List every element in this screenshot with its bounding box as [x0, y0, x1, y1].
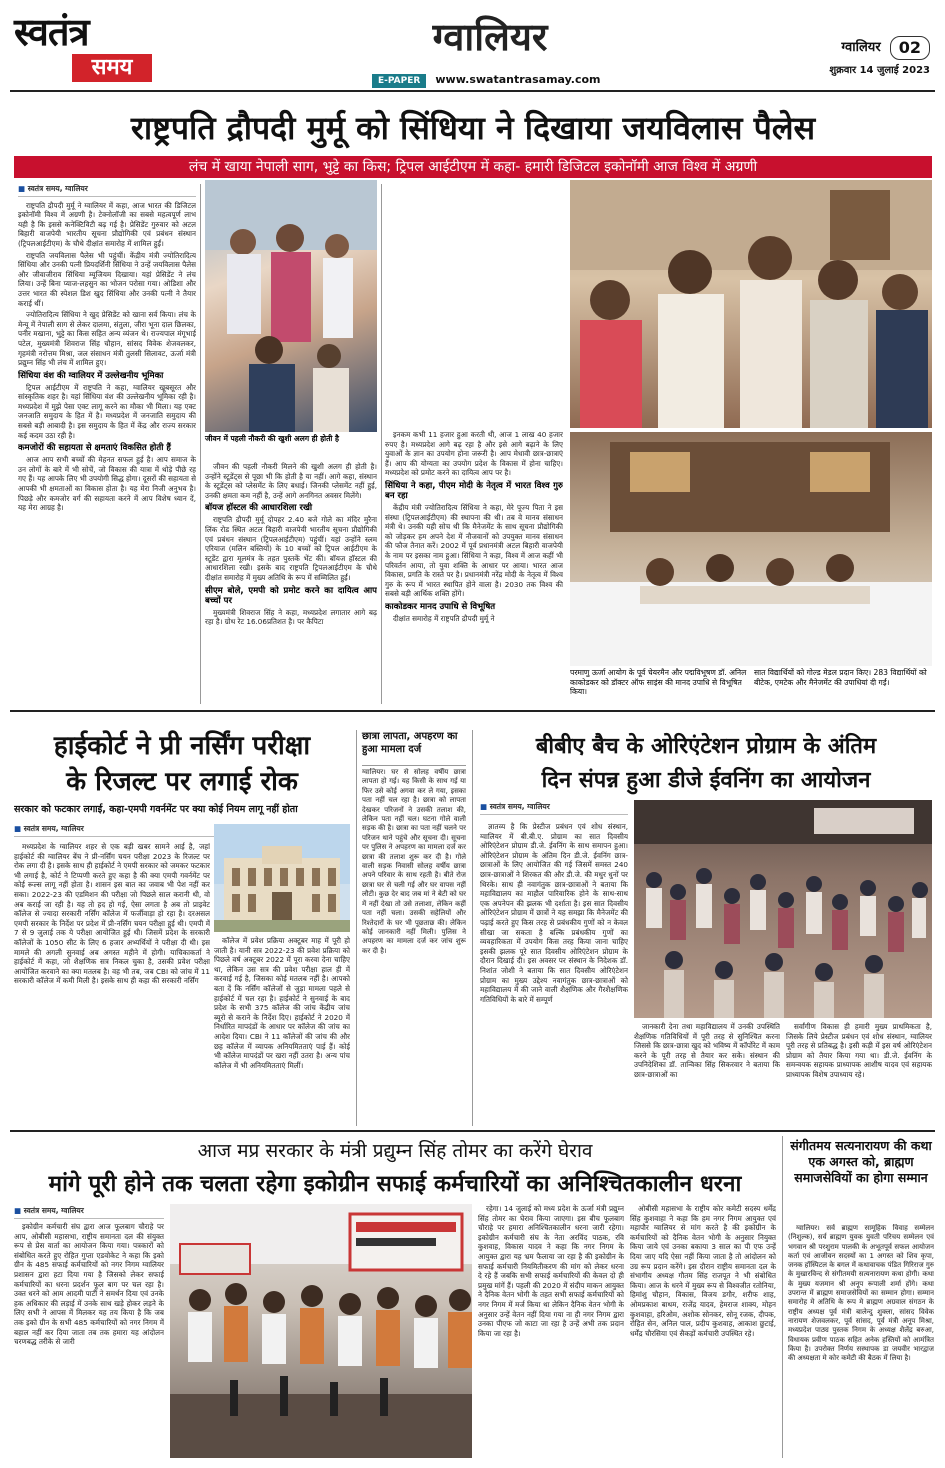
lead-byline: ■ स्वतंत्र समय, ग्वालियर	[18, 184, 196, 197]
hc-headline-line1: हाईकोर्ट ने प्री नर्सिंग परीक्षा	[53, 731, 311, 761]
logo-top: स्वतंत्र	[14, 9, 89, 54]
strike-byline: ■ स्वतंत्र समय, ग्वालियर	[14, 1206, 164, 1219]
lead-col3-subhead: काकोडकर मानद उपाधि से विभूषित	[385, 601, 496, 612]
hc-photo-highcourt	[214, 824, 350, 932]
missing-headline: छात्रा लापता, अपहरण का हुआ मामला दर्ज	[362, 730, 466, 766]
lead-col3-para: इनकम कभी 11 हजार हुआ करती थी, आज 1 लाख 40 हजार रुपए है। मध्यप्रदेश आगे बढ़ रहा है और इसे आगे बढ़ाने के लिए युवाओं के ज्ञान का उपयोग होना जरूरी है। आप मेधावी छात्र-छात्राएं हैं। आप की योग्यता का उपयोग प्रदेश के विकास में होना चाहिए। मध्यप्रदेश को प्रमोट करने का दायित्व आप पर है।	[385, 430, 563, 478]
lead-col1-para: आज आप सभी बच्चों की मेहनत सफल हुई है। आप समाज के उन लोगों के बारे में भी सोचें, जो विकास की यात्रा में थोड़े पीछे रह गए हैं। यह आपके लिए भी उपयोगी सिद्ध होगा। दूसरों की सहायता से आपकी भी क्षमताओं का विकास होता है। यह मेरा निजी अनुभव है। पिछड़े और कमजोर वर्ग की सहायता करने में आप विशेष ध्यान दें, यह मेरा आग्रह है।	[18, 455, 196, 513]
lead-col1-para: राष्ट्रपति द्रौपदी मुर्मू ने ग्वालियर में कहा, आज भारत की डिजिटल इकोनॉमी विश्व में अग्रणी है। टेक्नोलॉजी का सबसे महत्वपूर्ण लाभ यही है कि इससे कनेक्टिविटी बढ़ गई है। प्रेसिडेंट गुरुवार को अटल बिहारी वाजपेयी भारतीय सूचना प्रौद्योगिकी एवं प्रबंधन संस्थान (ट्रिपलआईटीएम) के चौथे दीक्षांत समारोह में शामिल हुईं।	[18, 200, 196, 248]
president-photo-illustration	[570, 180, 932, 428]
section-rule	[10, 710, 935, 712]
col-divider	[200, 184, 201, 704]
logo	[14, 10, 154, 88]
strike-headline: मांगे पूरी होने तक चलता रहेगा इकोग्रीन सफाई कर्मचारियों का अनिश्चितकालीन धरना	[48, 1171, 742, 1197]
lead-col2-para: जीवन की पहली नौकरी मिलने की खुशी अलग ही होती है। उन्होंने स्टूडेंट्स से पूछा भी कि होती है या नहीं। आगे कहा, संस्थान के स्टूडेंट्स को प्लेसमेंट के लिए बधाई। जिनकी प्लेसमेंट नहीं हुई, उनकी क्षमता कम नहीं है, उन्हें आगे अनगिनत अवसर मिलेंगे।	[205, 462, 377, 500]
bba-byline: ■ स्वतंत्र समय, ग्वालियर	[480, 802, 628, 815]
col-divider	[782, 1136, 783, 1458]
hc-col1: मध्यप्रदेश के ग्वालियर शहर से एक बड़ी खबर सामने आई है, जहां हाईकोर्ट की ग्वालियर बेंच ने प्री-नर्सिंग चयन परीक्षा 2023 के रिजल्ट पर रोक लगा दी है। इसके साथ ही हाईकोर्ट ने एमपी सरकार को जमकर फटकार भी लगाई है, कोर्ट ने टिप्पणी करते हुए कहा है की क्या एमपी गवर्नमेंट पर कोई रूल्स लागू नहीं होता है। शासन इस बात का जवाब भी पेश नहीं कर सका। 2022-23 की एडमिशन की परीक्षा जो पिछले साल करानी थी, वो अब कराई जा रही है। यह तो हद हो गई, ऐसा लगता है अब तो प्राइवेट कॉलेज से ज्यादा सरकारी नर्सिंग कॉलेज में फर्जीवाड़ा हो रहा है। दरअसल एमपी सरकार के निर्देश पर प्रदेश में प्री-नर्सिंग चयन परीक्षा हुई थी। एमपी में 7 से 9 जुलाई तक ये परीक्षा आयोजित हुई थी। जिसमें प्रदेश के सरकारी कॉलेजों के 1050 सीट के लिए 6 हजार अभ्यर्थियों ने परीक्षा दी थी। इस मामले की अगली सुनवाई अब अगस्त महीने में होगी। याचिकाकर्ता ने हाईकोर्ट में कहा, जो शैक्षणिक सत्र निकल चुका है, उसकी प्रवेश परीक्षा आयोजित करवाने का क्या मतलब है। वह भी तब, जब CBI को जांच में 11 सरकारी कॉलेज में कमी मिली है। इसके साथ ही कहा की सरकारी नर्सिंग	[14, 842, 210, 986]
bba-headline	[480, 730, 932, 800]
bba-col3: सर्वांगीण विकास ही हमारी मुख्य प्राथमिकता है, जिसके लिये प्रेस्टीज प्रबंधन एवं शोध संस्थान, ग्वालियर पूरी तरह से प्रतिबद्ध है। इसी कड़ी में इस वर्ष ओरिएंटेशन प्रोग्राम को तैयार किया गया था। डी.जे. ईवनिंग के समन्वयक सहायक प्राध्यापक आशीष यादव एवं सहायक प्राध्यापक विशेष उपाध्याय रहे।	[786, 1022, 932, 1079]
satya-text: ग्वालियर। सर्व ब्राह्मण सामूहिक विवाह सम्मेलन (निशुल्क), सर्व ब्राह्मण युवक युवती परिचय सम्मेलन एवं भगवान श्री परशुराम पालकी के अभूतपूर्व सफल आयोजन कर्ता एवं आजीवन सदस्यों का 1 अगस्त को शिव कृपा, जनक हॉस्पिटल के बगल में कथावाचक पंडित गिरिराज गुरु के मुखारविन्द से संगीतमयी सत्यनारायण कथा होगी। कथा के मुख्य यजमान श्री अनूप रूपाली शर्मा होंगे। कथा उपरान्त में ब्राह्मण समाजसेवियों का सम्मान होगा। सम्मान समारोह मे अतिथि के रूप मे ब्राह्मण अग्रवाल संगठन के राष्ट्रीय अध्यक्ष पूर्व मंत्री बालेन्दु शुक्ला, सांसद विवेक नारायण शेजवलकर, पूर्व सांसद, पूर्व मंत्री अनूप मिश्रा, मध्यप्रदेश पाठ्य पुस्तक निगम के अध्यक्ष शैलेंद्र बरुआ, विधायक प्रवीण पाठक सहित अनेक हस्तियों को आमंत्रित किया है। उपरोक्त निर्णय सस्थापक डा जयवीर भारद्वाज की अध्यक्षता मे कोर कमेटी की बैठक में लिया है।	[788, 1224, 934, 1363]
masthead	[0, 0, 945, 92]
hc-headline-line2: के रिजल्ट पर लगाई रोक	[66, 767, 298, 797]
lead-col3-para: दीक्षांत समारोह में राष्ट्रपति द्रौपदी मुर्मू ने	[393, 613, 495, 623]
bba-headline-line1: बीबीए बैच के ओरिएंटेशन प्रोग्राम के अंतिम	[535, 734, 877, 759]
strike-kicker: आज मप्र सरकार के मंत्री प्रद्युम्न सिंह तोमर का करेंगे घेराव	[197, 1140, 593, 1162]
missing-text: ग्वालियर। घर से सोलह वर्षीय छात्रा लापता हो गई। यह किसी के साथ गई या फिर उसे कोई अगवा कर ले गया, इसका पता नहीं चल रहा है। छात्रा को लापता देखकर परिजनों ने उसकी तलाश की, लेकिन पता नहीं चल। घटना गोले वाली सड़क की है। छात्रा का पता नहीं चलने पर परिजन थाने पहुंचे और सूचना दी। सूचना पर पुलिस ने अपहरण का मामला दर्ज कर छात्रा की तलाश शुरू कर दी है। गोले वाली सड़क निवासी सोलह वर्षीय छात्रा अपने परिवार के साथ रहती है। बीते रोज छात्रा घर से चली गई और घर वापस नहीं लौटी। कुछ देर बाद जब मां ने बेटी को घर में नहीं देखा तो उसे तलाशा, लेकिन कहीं पता नहीं चला। उसकी सहेलियों और रिश्तेदारों के घर भी पूछताछ की। लेकिन कोई जानकारी नहीं मिली। पुलिस ने अपहरण का मामला दर्ज कर जांच शुरू कर दी है।	[362, 768, 466, 955]
lead-col1-subhead: कमजोरों की सहायता से क्षमताएं विकसित होती हैं	[18, 443, 171, 454]
page-number: 02	[890, 36, 930, 60]
lead-photo-students	[205, 180, 377, 432]
award-photo-illustration	[570, 432, 932, 666]
hc-subheadline: सरकार को फटकार लगाई, कहा-एमपी गवर्नमेंट पर क्या कोई नियम लागू नहीं होता	[14, 804, 298, 815]
lead-col1	[18, 184, 196, 704]
bba-col1: ज्ञातव्य है कि प्रेस्टीज प्रबंधन एवं शोध संस्थान, ग्वालियर में बी.बी.ए. प्रोग्राम का सात दिवसीय ओरिएंटेशन प्रोग्राम डी.जे. ईवनिंग के साथ समापन हुआ। ओरिएंटेशन प्रोग्राम के अंतिम दिन डी.जे. ईवनिंग छात्र-छात्राओं के लिए आयोजित की गई जिसमें समस्त 240 छात्र-छात्राओं ने शिरकत की और डी.जे. की मधुर धुनों पर थिरके। साथ ही नवागंतुक छात्र-छात्राओं ने बताया कि महाविद्यालय का माहौल पारिवारिक होने के साथ-साथ एक अपनेपन की झलक भी दर्शाता है। इस सात दिवसीय ओरिएंटेशन प्रोग्राम में छात्रों ने यह समझा कि मैनेजमेंट की पढ़ाई करते हुए किस तरह से प्रबंधकीय गुणों को न केवल सीखा जा सकता है बल्कि प्रबंधकीय गुणों का व्यवहारिकता में उपयोग किस तरह किया जाना चाहिए इसकी झलक पूरे सात दिवसीय ओरिएंटेशन प्रोग्राम के दौरान दिखाई दी। इस अवसर पर संस्थान के निदेशक डॉ. निशांत जोशी ने बताया कि सात दिवसीय ओरिएंटेशन प्रोग्राम का मुख्य उद्देश्य नवागंतुक छात्र-छात्राओं को महाविद्यालय में की जाने वाली शैक्षणिक और गैरशैक्षणिक गतिविधियों के बारे में सम्पूर्ण	[480, 822, 628, 1004]
lead-col2-subhead: सीएम बोले, एमपी को प्रमोट करने का दायित्व आप बच्चों पर	[205, 585, 377, 606]
satya-headline: संगीतमय सत्यनारायण की कथा एक अगस्त को, ब्राह्मण समाजसेवियों का होगा सम्मान	[790, 1138, 932, 1185]
lead-col1-subhead: सिंधिया वंश की ग्वालियर में उल्लेखनीय भूमिका	[18, 370, 164, 381]
hc-headline	[14, 728, 350, 802]
strike-photo-protest	[170, 1204, 472, 1458]
lead-col1-para: ज्योतिरादित्य सिंधिया ने खुद प्रेसिडेंट को खाना सर्व किया। लंच के मेन्यू में नेपाली साग से लेकर दालमा, संतुला, जीरा भूना दाल छिलका, पनीर मखाना, भुट्टे का किस सहित अन्य व्यंजन थे। राज्यपाल मंगूभाई पटेल, मुख्यमंत्री शिवराज सिंह चौहान, सांसद विवेक शेजवलकर, गृहमंत्री नरोत्तम मिश्रा, जल संसाधन मंत्री तुलसी सिलावट, ऊर्जा मंत्री प्रद्युम्न सिंह भी लंच में शामिल हुए।	[18, 310, 196, 368]
lead-photo1-caption: जीवन में पहली नौकरी की खुशी अलग ही होती है	[205, 434, 339, 443]
lead-col2-para: राष्ट्रपति द्रौपदी मुर्मू दोपहर 2.40 बजे गोले का मंदिर मुरैना लिंक रोड स्थित अटल बिहारी वाजपेयी भारतीय सूचना प्रौद्योगिकी एवं प्रबंधन संस्थान (ट्रिपलआईटीएम) पहुंचीं। यहां उन्होंने स्लम एरियाज (मलिन बस्तियों) के 10 बच्चों को ट्रिपल आईटीएम के स्टूडेंट द्वारा मूलमंत्र के तहत पुस्तकें भेंट कीं। बॉयज हॉस्टल की आधारशिला रखी। इसके बाद राष्ट्रपति ट्रिपलआईटीएम के चौथे दीक्षांत समारोह में मुख्य अतिथि के रूप में सम्मिलित हुईं।	[205, 515, 377, 582]
section-rule	[10, 1130, 935, 1132]
protest-photo-illustration	[170, 1204, 472, 1458]
epaper-label: E-PAPER	[372, 74, 426, 88]
lead-photo3-caption2: सात विद्यार्थियों को गोल्ड मेडल प्रदान किए। 283 विद्यार्थियों को बीटेक, एमटेक और मैनेजमेंट की उपाधियां दी गईं।	[754, 668, 927, 687]
epaper-bar	[372, 68, 662, 84]
edition-city: ग्वालियर	[841, 40, 881, 55]
students-photo-illustration	[205, 180, 377, 432]
lead-photo-award	[570, 432, 932, 666]
logo-bottom: समय	[72, 54, 152, 82]
lead-col3	[385, 430, 563, 704]
strike-col3: ओबीसी महासभा के राष्ट्रीय कोर कमेटी सदस्य धर्मेंद्र सिंह कुशवाहा ने कहा कि हम नगर निगम आयुक्त एवं महापौर ग्वालियर से मांग करते है की इकोग्रीन के कर्मचारियों को दैनिक वेतन भोगी के अनुसार नियुक्त किया जाये एवं उनका बकाया 3 साल का पी एफ उन्हें दिया जाए यदि ऐसा नहीं किया जाता है तो आंदोलन को उग्र रूप प्रदान करेंगे। इस दौरान राष्ट्रीय समानता दल के संभागीय अध्यक्ष गौतम सिंह राजपूत ने भी संबोधित किया। आज के धरने में मुख्य रूप से विश्वजीत रतोनिया, हिमांशु चौहान, विकास, विजय डगौर, शरीफ शाह, ओमप्रकाश बाथम, राजेंद्र यादव, हेमराज शाक्य, मोहन कुशवाहा, हरिओम, अशोक सोनकर, सोनू रजक, दीपक, रोहित सेन, अनिल पाल, प्रदीप कुशवाह, आकाश छुटाई, धर्मेंद्र चौरसिया एवं सैकड़ों कर्मचारी उपस्थित रहे।	[630, 1204, 776, 1338]
lead-col1-para: ट्रिपल आईटीएम में राष्ट्रपति ने कहा, ग्वालियर खूबसूरत और सांस्कृतिक शहर है। यहां सिंधिया वंश की उल्लेखनीय भूमिका रही है। मध्यप्रदेश में मुझे पेसा एक्ट लागू करने का मौका भी मिला। यह एक्ट जनजाति समुदाय के हित में है। मध्यप्रदेश में जनजाति समुदाय की सबसे बड़ी आबादी है। इस समुदाय के हित में केंद्र और राज्य सरकार कई कदम उठा रही है।	[18, 382, 196, 440]
hc-byline: ■ स्वतंत्र समय, ग्वालियर	[14, 824, 214, 837]
bba-photo-dj-evening	[634, 800, 932, 1018]
bba-headline-line2: दिन संपन्न हुआ डीजे ईवनिंग का आयोजन	[541, 768, 871, 793]
highcourt-building-illustration	[214, 824, 350, 932]
col-divider	[472, 730, 473, 1126]
edition-block	[780, 36, 930, 84]
col-divider	[356, 730, 357, 1126]
lead-col2-subhead: बॉयज हॉस्टल की आधारशिला रखी	[205, 503, 313, 514]
dj-evening-photo-illustration	[634, 800, 932, 1018]
masthead-rule	[10, 90, 935, 92]
lead-col1-para: राष्ट्रपति जयविलास पैलेस भी पहुंचीं। केंद्रीय मंत्री ज्योतिरादित्य सिंधिया और उनकी पत्नी प्रियदर्शिनी सिंधिया ने उन्हें जयविलास पैलेस और जीवाजीराव सिंधिया म्यूजियम दिखाया। यहां प्रेसिडेंट ने लंच लिया। उन्हें बिना प्याज-लहसुन का भोजन परोसा गया। ओडिशा और उत्तर भारत की स्पेशल डिश खुद सिंधिया और उनकी पत्नी ने तैयार कराई थीं।	[18, 250, 196, 308]
hc-col2: कॉलेज में प्रवेश प्रक्रिया अक्टूबर माह में पूरी हो जाती है। यानी सत्र 2022-23 की प्रवेश प्रक्रिया को पिछले वर्ष अक्टूबर 2022 में पूरा करवा देना चाहिए था, लेकिन उस सत्र की प्रवेश परीक्षा हाल ही में करवाई गई है, जिसका कोई मतलब नहीं है। आपको बता दें कि नर्सिंग कॉलेजों से जुड़ा मामला पहले से हाईकोर्ट में चल रहा है। हाईकोर्ट ने सुनवाई के बाद प्रदेश के सभी 375 कॉलेज की जांच केंद्रीय जांच ब्यूरो से कराने के निर्देश दिए। हाईकोर्ट ने 2020 में निर्धारित मापदंडों के आधार पर कॉलेज की जांच का आदेश दिया। CBI ने 11 कॉलेजों की जांच की और छह कॉलेज में व्यापक अनियमितताएं पाई हैं। कोई भी कॉलेज मापदंडों पर खरा नहीं उतरा है। अन्य पांच कॉलेज में भी अनियमितताएं मिलीं।	[214, 936, 350, 1070]
lead-col3-subhead: सिंधिया ने कहा, पीएम मोदी के नेतृत्व में भारत विश्व गुरु बन रहा	[385, 480, 563, 501]
lead-col3-para: केंद्रीय मंत्री ज्योतिरादित्य सिंधिया ने कहा, मेरे पूज्य पिता ने इस संस्था (ट्रिपलआईटीएम) की स्थापना की थी। तब वे मानव संसाधन मंत्री थे। उनकी यही सोच थी कि मैनेजमेंट के साथ सूचना प्रौद्योगिकी को जोड़कर हम अपने देश में नौजवानों को उपयुक्त मानव संसाधन की फौज तैनात करें। 2002 में पूर्व प्रधानमंत्री अटल बिहारी वाजपेयी के नाम पर इसका नाम हुआ। सिंधिया ने कहा, विश्व में आज कहीं भी परिवर्तन आया, तो युवा शक्ति के आधार पर आया। भारत आज विकास, प्रगति के रास्ते पर है। प्रधानमंत्री नरेंद्र मोदी के नेतृत्व में विश्व गुरु के रूप में भारत स्थापित होने वाला है। 2030 तक विश्व की सबसे बड़ी आर्थिक शक्ति होंगे।	[385, 502, 563, 599]
lead-subheadline: लंच में खाया नेपाली साग, भुट्टे का किस; ट्रिपल आईटीएम में कहा- हमारी डिजिटल इकोनॉमी आज विश्व में अग्रणी	[14, 156, 932, 178]
city-title: ग्वालियर	[432, 14, 548, 59]
strike-col1: इकोग्रीन कर्मचारी संघ द्वारा आज फूलबाग चौराहे पर आप, ओबीसी महासभा, राष्ट्रीय समानता दल की संयुक्त रूप से प्रेस वार्ता का आयोजन किया गया। पत्रकारों को संबोधित करते हुए रोहित गुप्ता एडवोकेट ने कहा कि इको ग्रीन के 485 सफाई कर्मचारियों को नगर निगम ग्वालियर प्रशासन द्वारा हटा दिया गया है जिसको लेकर सफाई कर्मचारियों का धरना प्रदर्शन फूल बाग पर चल रहा है। उक्त धरने को आम आदमी पार्टी ने समर्थन दिया एवं उनके हक अधिकार की लड़ाई में उनके साथ खड़े होकर लड़ने के लिए सभी ने आपस में मिलकर यह तय किया है कि जब तक इको ग्रीन के सभी 485 कर्मचारियों को नगर निगम में बहाल नहीं कर दिया जाता तब तक हमारा यह आंदोलन चरणबद्ध तरीके से जारी	[14, 1222, 164, 1347]
website-link[interactable]: www.swatantrasamay.com	[435, 73, 601, 86]
strike-col2: रहेगा। 14 जुलाई को मध्य प्रदेश के ऊर्जा मंत्री प्रद्युम्न सिंह तोमर का घेराव किया जाएगा। इस बीच फूलबाग चौराहे पर हमारा अनिश्चितकालीन धरना जारी रहेगा। इकोग्रीन कर्मचारी संघ के नेता अरविंद पाठक, रवि कुशवाह, विकास यादव ने कहा कि नगर निगम के आयुक्त द्वारा यह भ्रम फैलाया जा रहा है की इकोग्रीन के सफाई कर्मचारी नियमितीकरण की मांग को लेकर धरना दे रहे हैं जबकि सभी सफाई कर्मचारियों की केवल दो ही प्रमुख मांगें हैं। पहली की 2020 में संदीप माकन आयुक्त ने दैनिक वेतन भोगी के तहत सभी सफाई कर्मचारियों को नगर निगम में मर्ज किया था लेकिन दैनिक वेतन भोगी के अनुसार उन्हें वेतन नहीं दिया गया ना ही नगर निगम द्वारा उनका पीएफ जो काटा जा रहा है उन्हें अभी तक प्रदान किया जा रहा है।	[478, 1204, 624, 1338]
lead-col2	[205, 462, 377, 704]
col-divider	[381, 184, 382, 704]
lead-col2-para: मुख्यमंत्री शिवराज सिंह ने कहा, मध्यप्रदेश लगातार आगे बढ़ रहा है। ग्रोथ रेट 16.06प्रतिशत है। पर कैपिटा	[205, 607, 377, 627]
lead-photo-president	[570, 180, 932, 428]
lead-photo3-caption: परमाणु ऊर्जा आयोग के पूर्व चेयरमैन और पद्मविभूषण डॉ. अनिल काकोडकर को डॉक्टर ऑफ साइंस की मानद उपाधि से विभूषित किया।	[570, 668, 747, 696]
issue-date: शुक्रवार 14 जुलाई 2023	[829, 65, 930, 76]
bba-col2: जानकारी देना तथा महाविद्यालय में उनकी उपस्थिति शैक्षणिक गतिविधियों में पूरी तरह से सुनिश्चित करना जिससे कि छात्र-छात्रा खुद को भविष्य में कॉर्पोरेट में काम करने के पूरी तरह से तैयार कर सके। संस्थान की उपनिदेशिका डॉ. तान्विका सिंह सिकरवार ने बताया कि छात्र-छात्राओं का	[634, 1022, 780, 1079]
lead-headline: राष्ट्रपति द्रौपदी मुर्मू को सिंधिया ने दिखाया जयविलास पैलेस	[130, 109, 816, 147]
